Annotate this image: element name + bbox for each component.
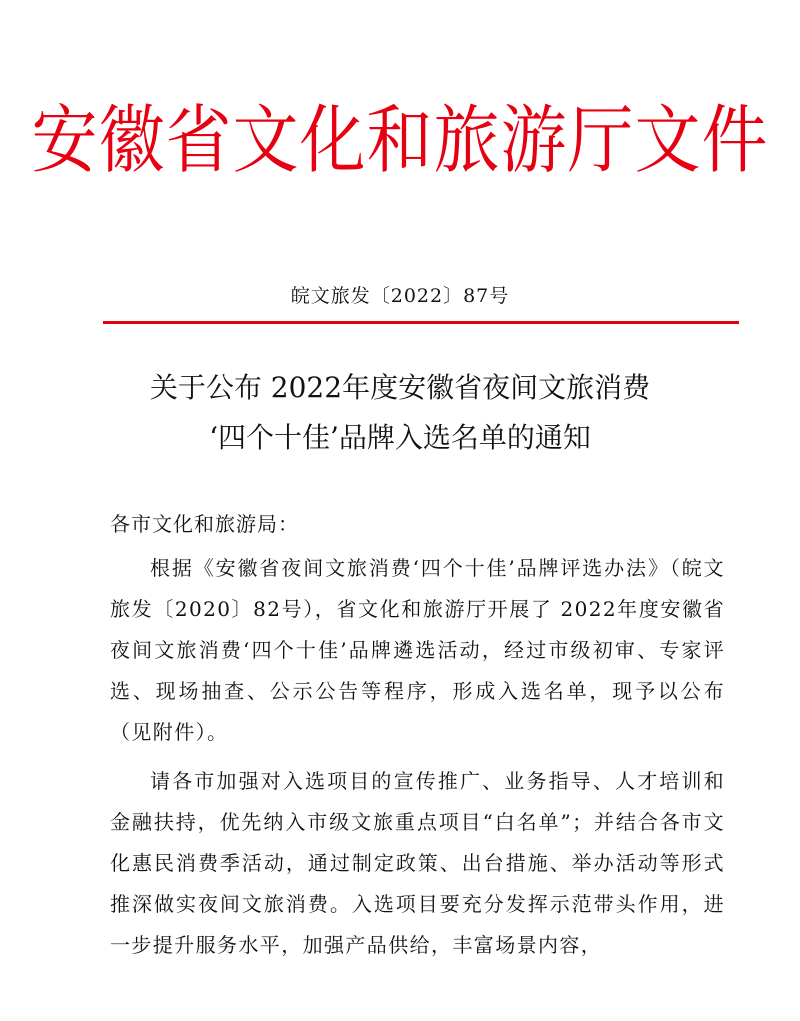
notice-title-line-2: ‘四个十佳’品牌入选名单的通知: [209, 421, 591, 454]
document-number: 皖文旅发〔2022〕87号: [290, 285, 510, 307]
red-divider-line: [103, 321, 739, 324]
document-body: [110, 548, 725, 974]
body-paragraph-1: 根据《安徽省夜间文旅消费‘四个十佳’品牌评选办法》（皖文旅发〔2020〕82号），省文化和旅游厅开展了 2022年度安徽省夜间文旅消费‘四个十佳’品牌遴选活动，经过市级初审、专家评选、现场抽查、公示公告等程序，形成入选名单，现予以公布（见附件）。: [110, 556, 725, 744]
notice-title: [0, 365, 800, 461]
notice-title-line-1: 关于公布 2022年度安徽省夜间文旅消费: [149, 371, 651, 404]
salutation: 各市文化和旅游局：: [110, 512, 299, 536]
body-paragraph-2: 请各市加强对入选项目的宣传推广、业务指导、人才培训和金融扶持，优先纳入市级文旅重点项目“白名单”；并结合各市文化惠民消费季活动，通过制定政策、出台措施、举办活动等形式推深做实夜间文旅消费。入选项目要充分发挥示范带头作用，进一步提升服务水平，加强产品供给，丰富场景内容，: [110, 769, 725, 957]
document-header-title: 安徽省文化和旅游厅文件: [31, 97, 769, 184]
